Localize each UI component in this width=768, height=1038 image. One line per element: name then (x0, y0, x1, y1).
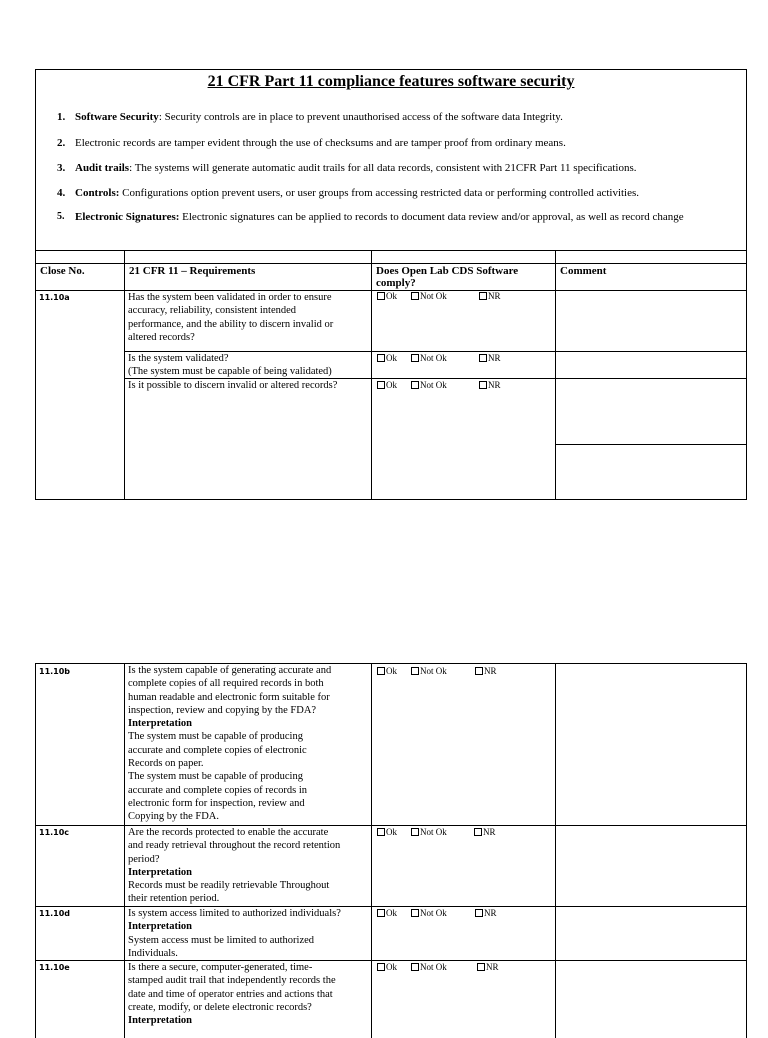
checkbox-icon (377, 354, 385, 362)
table-top-border (36, 250, 746, 251)
checkbox-icon (377, 292, 385, 300)
features-section: 21 CFR Part 11 compliance features software security 1. Software Security: Security controls are in place to prevent unauthorised access of the software data Integrity. 2. Electronic records are tamper evident through the use of checksums and are tamper proof from ordinary means. 3. Audit trails: The systems will generate automatic audit trails for all data records, consistent with 21CFR Part 11 specifications. 4. Controls: Configurations option prevent users, or user groups from accessing restricted data or performing controlled activities. 5. Electronic Signatures: Electronic signatures can be applied to records to document data review and/or approval, as well as record change Close No. 21 CFR 11 – Requirements Does Open Lab CDS Software comply? Comment 11.10a Has the system been validated in order to ensure accuracy, reliability, consistent intended performance, and the ability to discern invalid or altered records? Ok Not Ok NR Is the system validated? (The system must be capable of being validated) Ok Not Ok NR Is it possible to discern invalid or altered records? Ok Not Ok NR (35, 69, 747, 500)
not-ok-checkbox[interactable]: Not Ok (411, 353, 447, 363)
ok-checkbox[interactable]: Ok (377, 291, 397, 301)
checkbox-icon (477, 963, 485, 971)
clause-number: 11.10a (39, 293, 70, 302)
ok-checkbox[interactable]: Ok (377, 962, 397, 972)
checkbox-icon (475, 909, 483, 917)
checkbox-icon (377, 963, 385, 971)
column-divider (124, 664, 125, 1038)
table-header-top-border (36, 263, 746, 264)
checkbox-icon (377, 909, 385, 917)
column-divider (371, 250, 372, 499)
requirements-table-continued (35, 663, 747, 1038)
clause-number: 11.10e (39, 963, 70, 972)
clause-number: 11.10c (39, 828, 70, 837)
document-title: 21 CFR Part 11 compliance features software security (207, 73, 575, 90)
checkbox-icon (474, 828, 482, 836)
requirement-text: Is it possible to discern invalid or altered records? (128, 380, 338, 391)
nr-checkbox[interactable]: NR (477, 962, 499, 972)
requirement-text: Has the system been validated in order to ensure accuracy, reliability, consistent intended performance, and the ability to discern invalid or altered records? (128, 292, 334, 343)
column-divider (124, 250, 125, 499)
checkbox-icon (411, 354, 419, 362)
clause-number: 11.10b (39, 667, 71, 676)
header-requirements: 21 CFR 11 – Requirements (129, 265, 256, 277)
nr-checkbox[interactable]: NR (479, 291, 501, 301)
requirement-text: Are the records protected to enable the accurate and ready retrieval throughout the record retention period? Interpretation Records must be readily retrievable Throughout their retention period. (128, 827, 341, 905)
checkbox-icon (479, 381, 487, 389)
requirement-text: Is the system validated? (The system must be capable of being validated) (128, 353, 332, 378)
ok-checkbox[interactable]: Ok (377, 666, 397, 676)
checkbox-icon (377, 381, 385, 389)
header-comply: Does Open Lab CDS Software comply? (376, 265, 519, 289)
column-divider (371, 664, 372, 1038)
requirement-text: Is there a secure, computer-generated, time- stamped audit trail that independently records the date and time of operator entries and actions that create, modify, or delete electronic records? Interpretation (128, 962, 336, 1027)
ok-checkbox[interactable]: Ok (377, 380, 397, 390)
header-clause: Close No. (40, 265, 85, 277)
nr-checkbox[interactable]: NR (475, 666, 497, 676)
checkbox-icon (475, 667, 483, 675)
clause-number: 11.10d (39, 909, 71, 918)
checkbox-icon (479, 292, 487, 300)
checkbox-icon (479, 354, 487, 362)
column-divider (555, 664, 556, 1038)
nr-checkbox[interactable]: NR (475, 908, 497, 918)
checkbox-icon (411, 381, 419, 389)
checkbox-icon (411, 963, 419, 971)
column-divider (555, 250, 556, 499)
not-ok-checkbox[interactable]: Not Ok (411, 827, 447, 837)
checkbox-icon (411, 828, 419, 836)
header-comment: Comment (560, 265, 607, 277)
nr-checkbox[interactable]: NR (479, 380, 501, 390)
ok-checkbox[interactable]: Ok (377, 827, 397, 837)
comment-divider (555, 444, 746, 445)
not-ok-checkbox[interactable]: Not Ok (411, 908, 447, 918)
checkbox-icon (377, 828, 385, 836)
ok-checkbox[interactable]: Ok (377, 353, 397, 363)
checkbox-icon (377, 667, 385, 675)
checkbox-icon (411, 909, 419, 917)
not-ok-checkbox[interactable]: Not Ok (411, 380, 447, 390)
not-ok-checkbox[interactable]: Not Ok (411, 666, 447, 676)
nr-checkbox[interactable]: NR (474, 827, 496, 837)
checkbox-icon (411, 292, 419, 300)
ok-checkbox[interactable]: Ok (377, 908, 397, 918)
requirement-text: Is system access limited to authorized individuals? Interpretation System access must be limited to authorized Individuals. (128, 908, 341, 959)
requirement-text: Is the system capable of generating accurate and complete copies of all required records in both human readable and electronic form suitable for inspection, review and copying by the FDA? Interpretation The system must be capable of producing accurate and complete copies of electronic Records on paper. The system must be capable of producing accurate and complete copies of records in electronic form for inspection, review and Copying by the FDA. (128, 665, 332, 823)
checkbox-icon (411, 667, 419, 675)
not-ok-checkbox[interactable]: Not Ok (411, 962, 447, 972)
nr-checkbox[interactable]: NR (479, 353, 501, 363)
not-ok-checkbox[interactable]: Not Ok (411, 291, 447, 301)
